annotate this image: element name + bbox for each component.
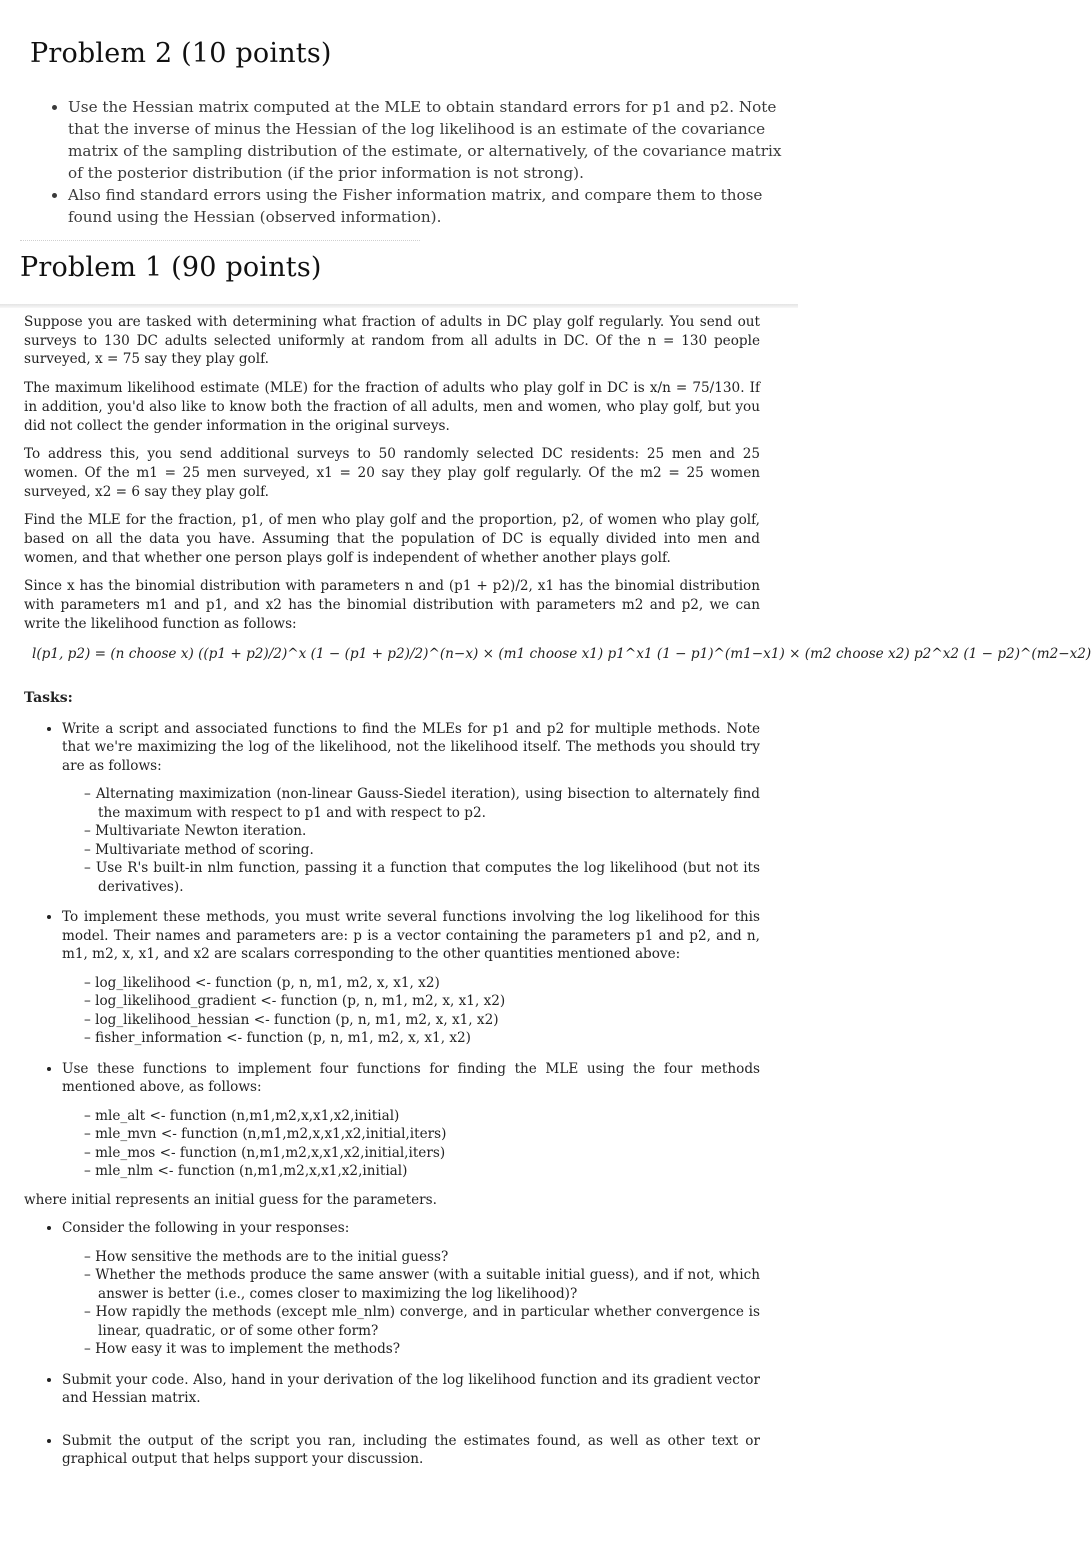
consider-item: – How easy it was to implement the methods? xyxy=(84,1340,760,1359)
function-item: – fisher_information <- function (p, n, m1, m2, x, x1, x2) xyxy=(84,1029,760,1048)
task-item xyxy=(62,720,760,897)
method-item: – Alternating maximization (non-linear Gauss-Siedel iteration), using bisection to alternately find the maximum with respect to p1 and with respect to p2. xyxy=(84,785,760,822)
task-text: Write a script and associated functions to find the MLEs for p1 and p2 for multiple methods. Note that we're maximizing the log of the likelihood, not the likelihood itself. The methods you should try are as follows: xyxy=(62,720,760,774)
initial-note: where initial represents an initial guess for the parameters. xyxy=(24,1191,437,1208)
method-list xyxy=(62,785,760,896)
mle-function-list xyxy=(62,1107,760,1181)
task-text: To implement these methods, you must write several functions involving the log likelihood for this model. Their names and parameters are: p is a vector containing the parameters p1 and p2, and n, m1, m2, x, x1, and x2 are scalars corresponding to the other quantities mentioned above: xyxy=(62,909,760,963)
problem2-list xyxy=(48,96,784,228)
tasks-list-continued xyxy=(24,1219,760,1469)
paragraph: Suppose you are tasked with determining what fraction of adults in DC play golf regularly. You send out surveys to 130 DC adults selected uniformly at random from all adults in DC. Of the n = 130 people surveyed, x = 75 say they play golf. xyxy=(24,314,760,368)
method-item: – Multivariate method of scoring. xyxy=(84,841,760,860)
task-text: Use these functions to implement four functions for finding the MLE using the four methods mentioned above, as follows: xyxy=(62,1060,760,1096)
paragraph: To address this, you send additional surveys to 50 randomly selected DC residents: 25 men and 25 women. Of the m1 = 25 men surveyed, x1 = 20 say they play golf regularly. Of the m2 = 25 women surveyed, x2 = 6 say they play golf. xyxy=(24,446,760,500)
function-item: – log_likelihood_gradient <- function (p, n, m1, m2, x, x1, x2) xyxy=(84,992,760,1011)
task-item xyxy=(62,1060,760,1181)
function-item: – mle_mos <- function (n,m1,m2,x,x1,x2,initial,iters) xyxy=(84,1144,760,1163)
consider-item: – How rapidly the methods (except mle_nlm) converge, and in particular whether convergence is linear, quadratic, or of some other form? xyxy=(84,1303,760,1340)
task-item: • Submit your code. Also, hand in your derivation of the log likelihood function and its gradient vector and Hessian matrix. xyxy=(62,1371,760,1408)
consider-list xyxy=(62,1248,760,1359)
problem2-title: Problem 2 (10 points) xyxy=(30,38,332,69)
consider-item: – Whether the methods produce the same answer (with a suitable initial guess), and if not, which answer is better (i.e., comes closer to maximizing the log likelihood)? xyxy=(84,1266,760,1303)
section-divider xyxy=(0,304,798,308)
paragraph: Find the MLE for the fraction, p1, of men who play golf and the proportion, p2, of women who play golf, based on all the data you have. Assuming that the population of DC is equally divided into men and women, and that whether one person plays golf is independent of whether another plays golf. xyxy=(24,512,760,566)
likelihood-formula: l(p1, p2) = (n choose x) ((p1 + p2)/2)^x (1 − (p1 + p2)/2)^(n−x) × (m1 choose x1) p1^x1 (1 − p1)^(m1−x1) × (m2 choose x2) p2^x2 (1 − p2)^(m2−x2) xyxy=(32,645,1091,662)
function-item: – log_likelihood <- function (p, n, m1, m2, x, x1, x2) xyxy=(84,974,760,993)
function-list xyxy=(62,974,760,1048)
function-item: – log_likelihood_hessian <- function (p, n, m1, m2, x, x1, x2) xyxy=(84,1011,760,1030)
consider-item: – How sensitive the methods are to the initial guess? xyxy=(84,1248,760,1267)
task-item xyxy=(62,1219,760,1359)
problem2-bullet: • Use the Hessian matrix computed at the MLE to obtain standard errors for p1 and p2. Note that the inverse of minus the Hessian of the log likelihood is an estimate of the covariance matrix of the sampling distribution of the estimate, or alternatively, of the covariance matrix of the posterior distribution (if the prior information is not strong). xyxy=(68,96,784,184)
problem1-title: Problem 1 (90 points) xyxy=(20,252,322,283)
paragraph: Since x has the binomial distribution with parameters n and (p1 + p2)/2, x1 has the binomial distribution with parameters m1 and p1, and x2 has the binomial distribution with parameters m2 and p2, we can write the likelihood function as follows: xyxy=(24,578,760,632)
function-item: – mle_mvn <- function (n,m1,m2,x,x1,x2,initial,iters) xyxy=(84,1125,760,1144)
method-item: – Use R's built-in nlm function, passing it a function that computes the log likelihood (but not its derivatives). xyxy=(84,859,760,896)
paragraph: The maximum likelihood estimate (MLE) for the fraction of adults who play golf in DC is x/n = 75/130. If in addition, you'd also like to know both the fraction of all adults, men and women, who play golf, but you did not collect the gender information in the original surveys. xyxy=(24,380,760,434)
function-item: – mle_nlm <- function (n,m1,m2,x,x1,x2,initial) xyxy=(84,1162,760,1181)
task-item: • Submit the output of the script you ran, including the estimates found, as well as other text or graphical output that helps support your discussion. xyxy=(62,1432,760,1469)
function-item: – mle_alt <- function (n,m1,m2,x,x1,x2,initial) xyxy=(84,1107,760,1126)
task-item xyxy=(62,908,760,1048)
clipped-text-strip xyxy=(20,240,420,251)
problem1-body xyxy=(24,313,1091,1481)
problem2-bullet: • Also find standard errors using the Fisher information matrix, and compare them to those found using the Hessian (observed information). xyxy=(68,184,784,228)
method-item: – Multivariate Newton iteration. xyxy=(84,822,760,841)
tasks-list xyxy=(24,720,760,1181)
tasks-heading: Tasks: xyxy=(24,689,73,706)
task-text: Consider the following in your responses: xyxy=(62,1220,350,1237)
